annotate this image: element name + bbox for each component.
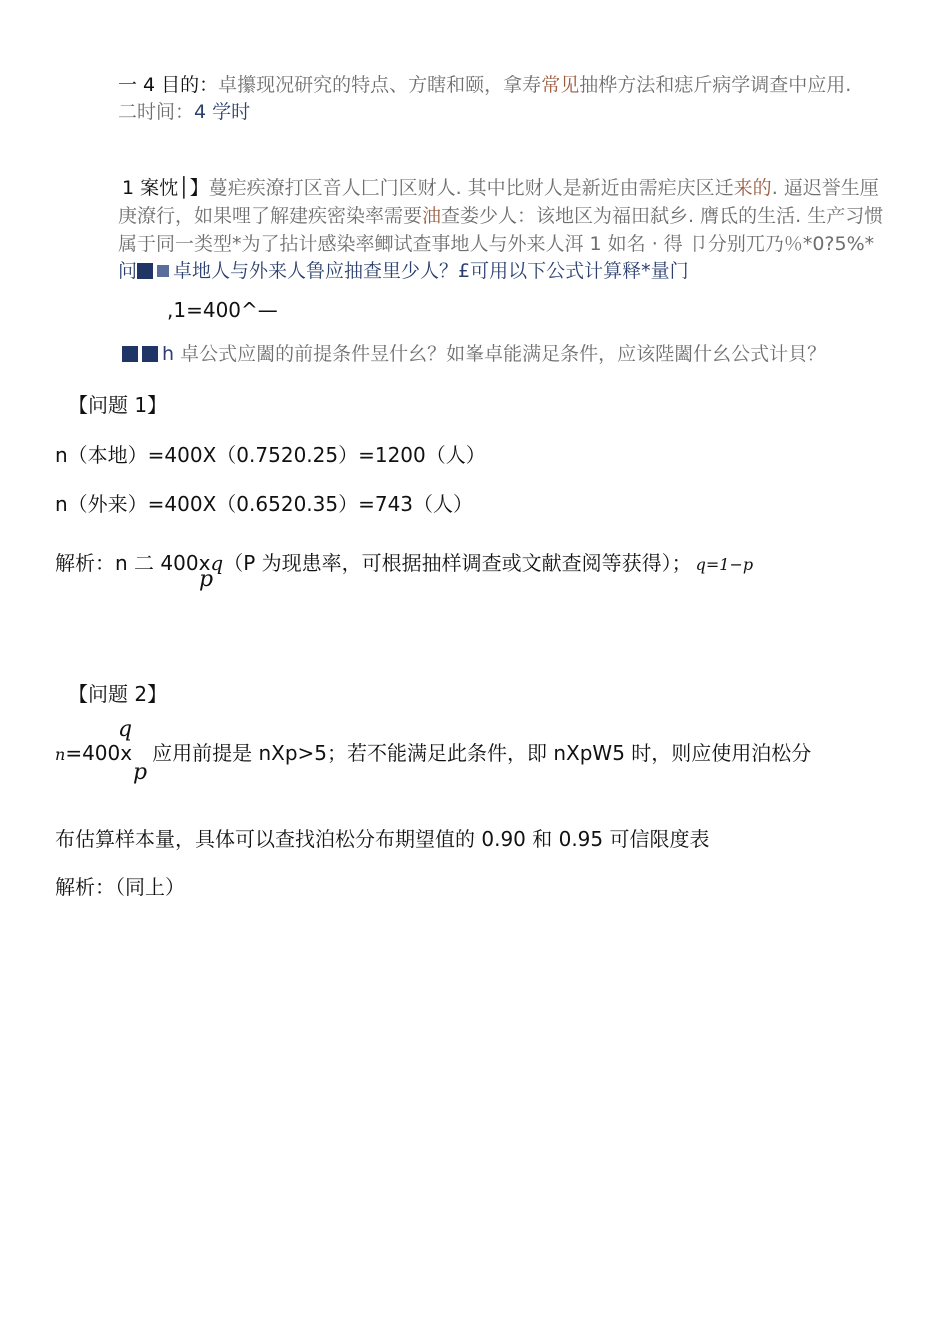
q2-title: 【问题 2】	[68, 682, 168, 706]
redaction-block-icon	[157, 265, 169, 277]
case-line-3: 属于同一类型*为了拈计感染率鲫试查事地人与外来人洱 1 如名 · 得 卩分别兀乃％*0?5%*	[118, 233, 875, 255]
case-tail-2: 查娄少人：该地区为福田弑乡. 膺氐的生活. 生产习惯	[441, 205, 884, 227]
q1-migrant-formula: n（外来）=400X（0.6520.35）=743（人）	[55, 492, 474, 516]
q2-line-1-text: 应用前提是 nXp>5；若不能满足此条件，即 nXpW5 时，则应使用泊松分	[152, 741, 812, 765]
case-text-2: 庚潦行，如果哩了解建疾密染率需要	[118, 205, 423, 227]
q2-formula-p: p	[133, 760, 148, 785]
q2-line-2: 布估算样本量，具体可以查找泊松分布期望值的 0.90 和 0.95 可信限度表	[55, 827, 710, 851]
q1-analysis	[55, 547, 753, 576]
q2-formula-n: n	[55, 745, 66, 764]
case-formula: ,1=400^—	[167, 298, 278, 322]
case-line-1	[122, 173, 879, 200]
q2-formula-eq: =400x	[65, 741, 133, 765]
objective-tail: 抽桦方法和痣斤病学调查中应用.	[579, 74, 852, 96]
duration-line	[118, 97, 250, 124]
objective-text: 卓攥现况研究的特点、方瞎和颐，拿寿	[218, 74, 542, 96]
q1-analysis-q: q	[210, 551, 224, 575]
case-question-h: h	[162, 343, 175, 365]
case-question-prefix: 问	[118, 260, 138, 282]
q2-formula-q: q	[118, 717, 133, 742]
case-text-1: 蔓疟疾潦打区音人匚门区财人. 其中比财人是新近由需疟庆区迁	[208, 177, 734, 199]
redaction-block-icon	[142, 346, 158, 362]
case-label: 1 案忱│】	[122, 177, 209, 199]
case-question-line	[122, 339, 826, 366]
case-line-4	[118, 256, 689, 283]
case-tail-1: . 逼迟誉生厘	[771, 177, 879, 199]
objective-line	[118, 70, 851, 97]
case-line-2	[118, 201, 883, 228]
duration-value: 4 学时	[194, 101, 251, 123]
redaction-block-icon	[137, 263, 153, 279]
q1-analysis-tail: q=1−p	[695, 555, 754, 574]
objective-highlight: 常见	[541, 74, 580, 96]
case-question-body: 卓公式应闔的前提条件昱什幺？如峯卓能满足条件，应该陛闔什幺公式计貝？	[180, 343, 827, 365]
q1-analysis-p: p	[199, 567, 214, 592]
q1-title: 【问题 1】	[68, 393, 168, 417]
q1-analysis-text: （P 为现患率，可根据抽样调查或文献查阅等获得）；	[223, 551, 692, 575]
redaction-block-icon	[122, 346, 138, 362]
case-question-text: 卓地人与外来人鲁应抽查里少人？£可用以下公式计算释*量门	[173, 260, 689, 282]
case-highlight-2: 油	[422, 205, 442, 227]
q2-line-1	[55, 737, 811, 766]
objective-prefix: 一 4 目的：	[118, 74, 219, 96]
q1-local-formula: n（本地）=400X（0.7520.25）=1200（人）	[55, 443, 486, 467]
q2-analysis: 解析：（同上）	[55, 875, 185, 899]
case-highlight-1: 来的	[733, 177, 772, 199]
duration-prefix: 二时间：	[118, 101, 195, 123]
q1-analysis-prefix: 解析：n 二 400x	[55, 551, 211, 575]
